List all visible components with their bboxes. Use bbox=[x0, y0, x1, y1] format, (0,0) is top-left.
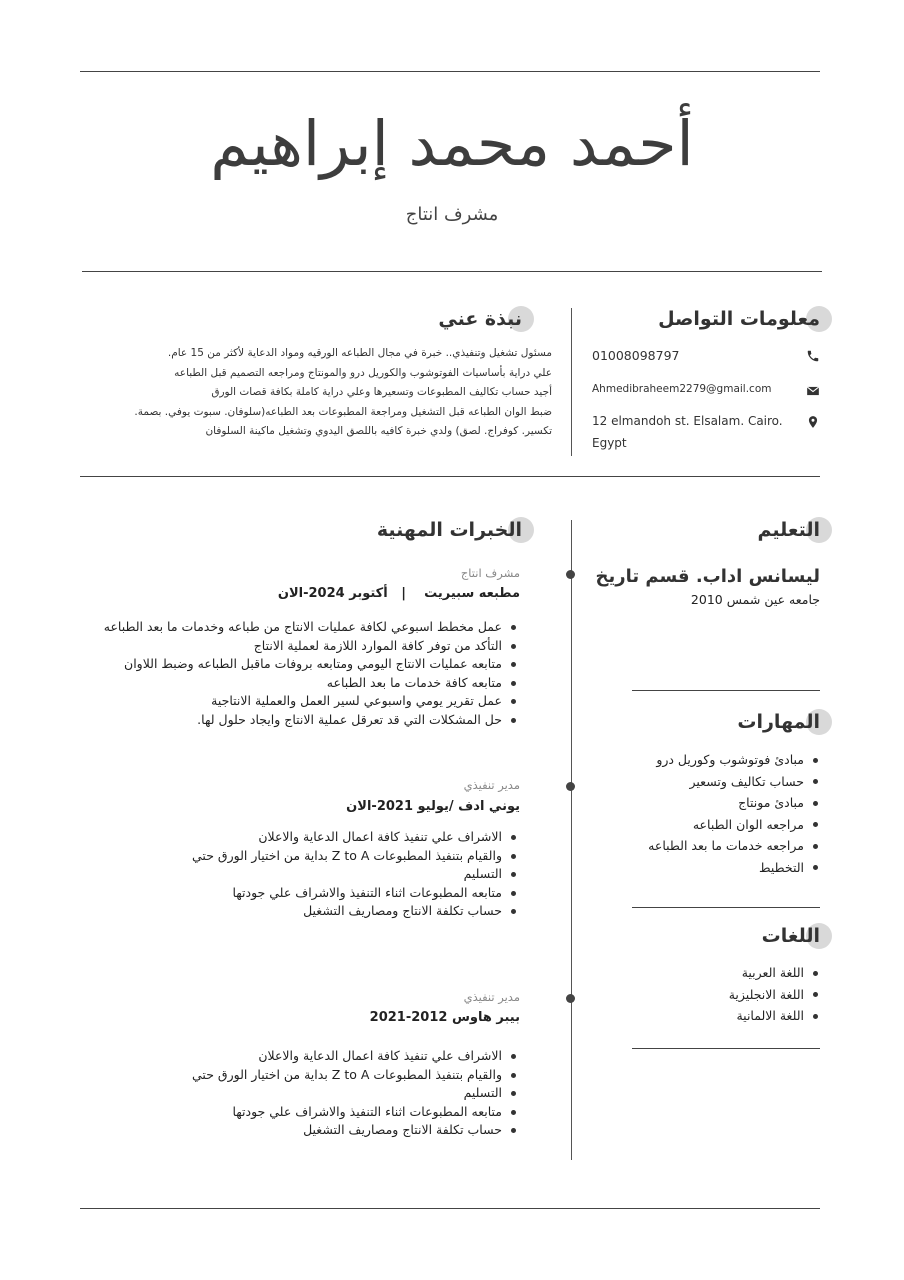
education-heading: التعليم bbox=[757, 519, 820, 541]
contact-about-divider bbox=[571, 308, 572, 456]
list-item: مبادئ فوتوشوب وكوريل درو bbox=[648, 749, 822, 771]
about-bottom-rule bbox=[80, 476, 820, 477]
list-item: مراجعه خدمات ما بعد الطباعه bbox=[648, 835, 822, 857]
list-item: الاشراف علي تنفيذ كافة اعمال الدعاية والاعلان bbox=[192, 828, 520, 847]
contact-email: Ahmedibraheem2279@gmail.com bbox=[592, 383, 772, 395]
skills-heading: المهارات bbox=[737, 711, 820, 733]
job-header: مطبعه سبيريت | أكتوبر 2024-الان bbox=[277, 586, 520, 601]
job-role: مشرف انتاج bbox=[460, 566, 520, 580]
job-role: مدير تنفيذي bbox=[463, 778, 520, 792]
list-item: التسليم bbox=[192, 1084, 520, 1103]
list-item: حساب تكلفة الانتاج ومصاريف التشغيل bbox=[192, 902, 520, 921]
list-item: متابعه المطبوعات اثناء التنفيذ والاشراف علي جودتها bbox=[192, 884, 520, 903]
timeline-dot bbox=[566, 782, 575, 791]
list-item: اللغة الانجليزية bbox=[729, 984, 822, 1006]
list-item: حل المشكلات التي قد تعرقل عملية الانتاج وايجاد حلول لها. bbox=[104, 711, 520, 730]
list-item: التسليم bbox=[192, 865, 520, 884]
envelope-icon bbox=[806, 384, 820, 398]
timeline-dot bbox=[566, 994, 575, 1003]
contact-phone: 01008098797 bbox=[592, 348, 680, 363]
contact-address-line2: Egypt bbox=[592, 436, 627, 450]
list-item: والقيام بتنفيذ المطبوعات Z to A بداية من اختيار الورق حتي bbox=[192, 1066, 520, 1085]
list-item: اللغة الالمانية bbox=[729, 1005, 822, 1027]
job-bullets bbox=[192, 828, 520, 921]
job-bullets bbox=[104, 618, 520, 729]
list-item: متابعه عمليات الانتاج اليومي ومتابعه بروفات ماقبل الطباعه وضبط اللاوان bbox=[104, 655, 520, 674]
contact-address-line1: 12 elmandoh st. Elsalam. Cairo. bbox=[592, 414, 783, 428]
phone-icon bbox=[806, 349, 820, 363]
education-degree: ليسانس اداب. قسم تاريخ bbox=[595, 566, 820, 587]
top-rule bbox=[80, 71, 820, 72]
contact-heading: معلومات التواصل bbox=[658, 308, 820, 330]
list-item: الاشراف علي تنفيذ كافة اعمال الدعاية والاعلان bbox=[192, 1047, 520, 1066]
list-item: عمل تقرير يومي واسبوعي لسير العمل والعملية الانتاجية bbox=[104, 692, 520, 711]
about-line: تكسير. كوفراج. لصق) ولدي خبرة كافيه باللصق اليدوي وتشغيل ماكينة السلوفان bbox=[205, 425, 552, 437]
languages-heading: اللغات bbox=[762, 925, 820, 947]
about-line: علي دراية بأساسيات الفوتوشوب والكوريل درو والمونتاج ومراجعه التصميم قبل الطباعه bbox=[174, 366, 552, 379]
candidate-title: مشرف انتاج bbox=[405, 204, 499, 225]
list-item: مراجعه الوان الطباعه bbox=[648, 814, 822, 836]
timeline-line bbox=[571, 520, 572, 1160]
about-text bbox=[86, 344, 552, 442]
list-item: عمل مخطط اسبوعي لكافة عمليات الانتاج من طباعه وخدمات ما بعد الطباعه bbox=[104, 618, 520, 637]
list-item: حساب تكاليف وتسعير bbox=[648, 771, 822, 793]
languages-bottom-rule bbox=[632, 1048, 820, 1049]
education-school: جامعه عين شمس 2010 bbox=[690, 592, 820, 607]
page-bottom-rule bbox=[80, 1208, 820, 1209]
list-item: والقيام بتنفيذ المطبوعات Z to A بداية من اختيار الورق حتي bbox=[192, 847, 520, 866]
list-item: متابعه كافة خدمات ما بعد الطباعه bbox=[104, 674, 520, 693]
list-item: اللغة العربية bbox=[729, 962, 822, 984]
job-bullets bbox=[192, 1047, 520, 1140]
header-bottom-rule bbox=[82, 271, 822, 272]
skills-bottom-rule bbox=[632, 907, 820, 908]
location-pin-icon bbox=[806, 414, 820, 430]
list-item: التخطيط bbox=[648, 857, 822, 879]
list-item: مبادئ مونتاج bbox=[648, 792, 822, 814]
skills-list bbox=[648, 749, 822, 878]
list-item: التأكد من توفر كافة الموارد اللازمة لعملية الانتاج bbox=[104, 637, 520, 656]
experience-heading: الخبرات المهنية bbox=[377, 519, 522, 541]
candidate-name: أحمد محمد إبراهيم bbox=[210, 107, 694, 180]
list-item: حساب تكلفة الانتاج ومصاريف التشغيل bbox=[192, 1121, 520, 1140]
education-bottom-rule bbox=[632, 690, 820, 691]
about-heading: نبذة عني bbox=[438, 308, 522, 330]
job-role: مدير تنفيذي bbox=[463, 990, 520, 1004]
timeline-dot bbox=[566, 570, 575, 579]
job-header: بيبر هاوس 2012-2021 bbox=[369, 1010, 520, 1025]
about-line: ضبط الوان الطباعه قبل التشغيل ومراجعة المطبوعات بعد الطباعه(سلوفان. سبوت يوفي. بصمة. bbox=[134, 405, 552, 418]
about-line: مسئول تشغيل وتنفيذي.. خبرة في مجال الطباعه الورقيه ومواد الدعاية لأكثر من 15 عام. bbox=[167, 347, 552, 359]
list-item: متابعه المطبوعات اثناء التنفيذ والاشراف علي جودتها bbox=[192, 1103, 520, 1122]
languages-list bbox=[729, 962, 822, 1027]
job-header: يوني ادف /يوليو 2021-الان bbox=[346, 799, 520, 814]
about-line: أجيد حساب تكاليف المطبوعات وتسعيرها وعلي دراية كاملة بكافة قصات الورق bbox=[211, 386, 552, 398]
